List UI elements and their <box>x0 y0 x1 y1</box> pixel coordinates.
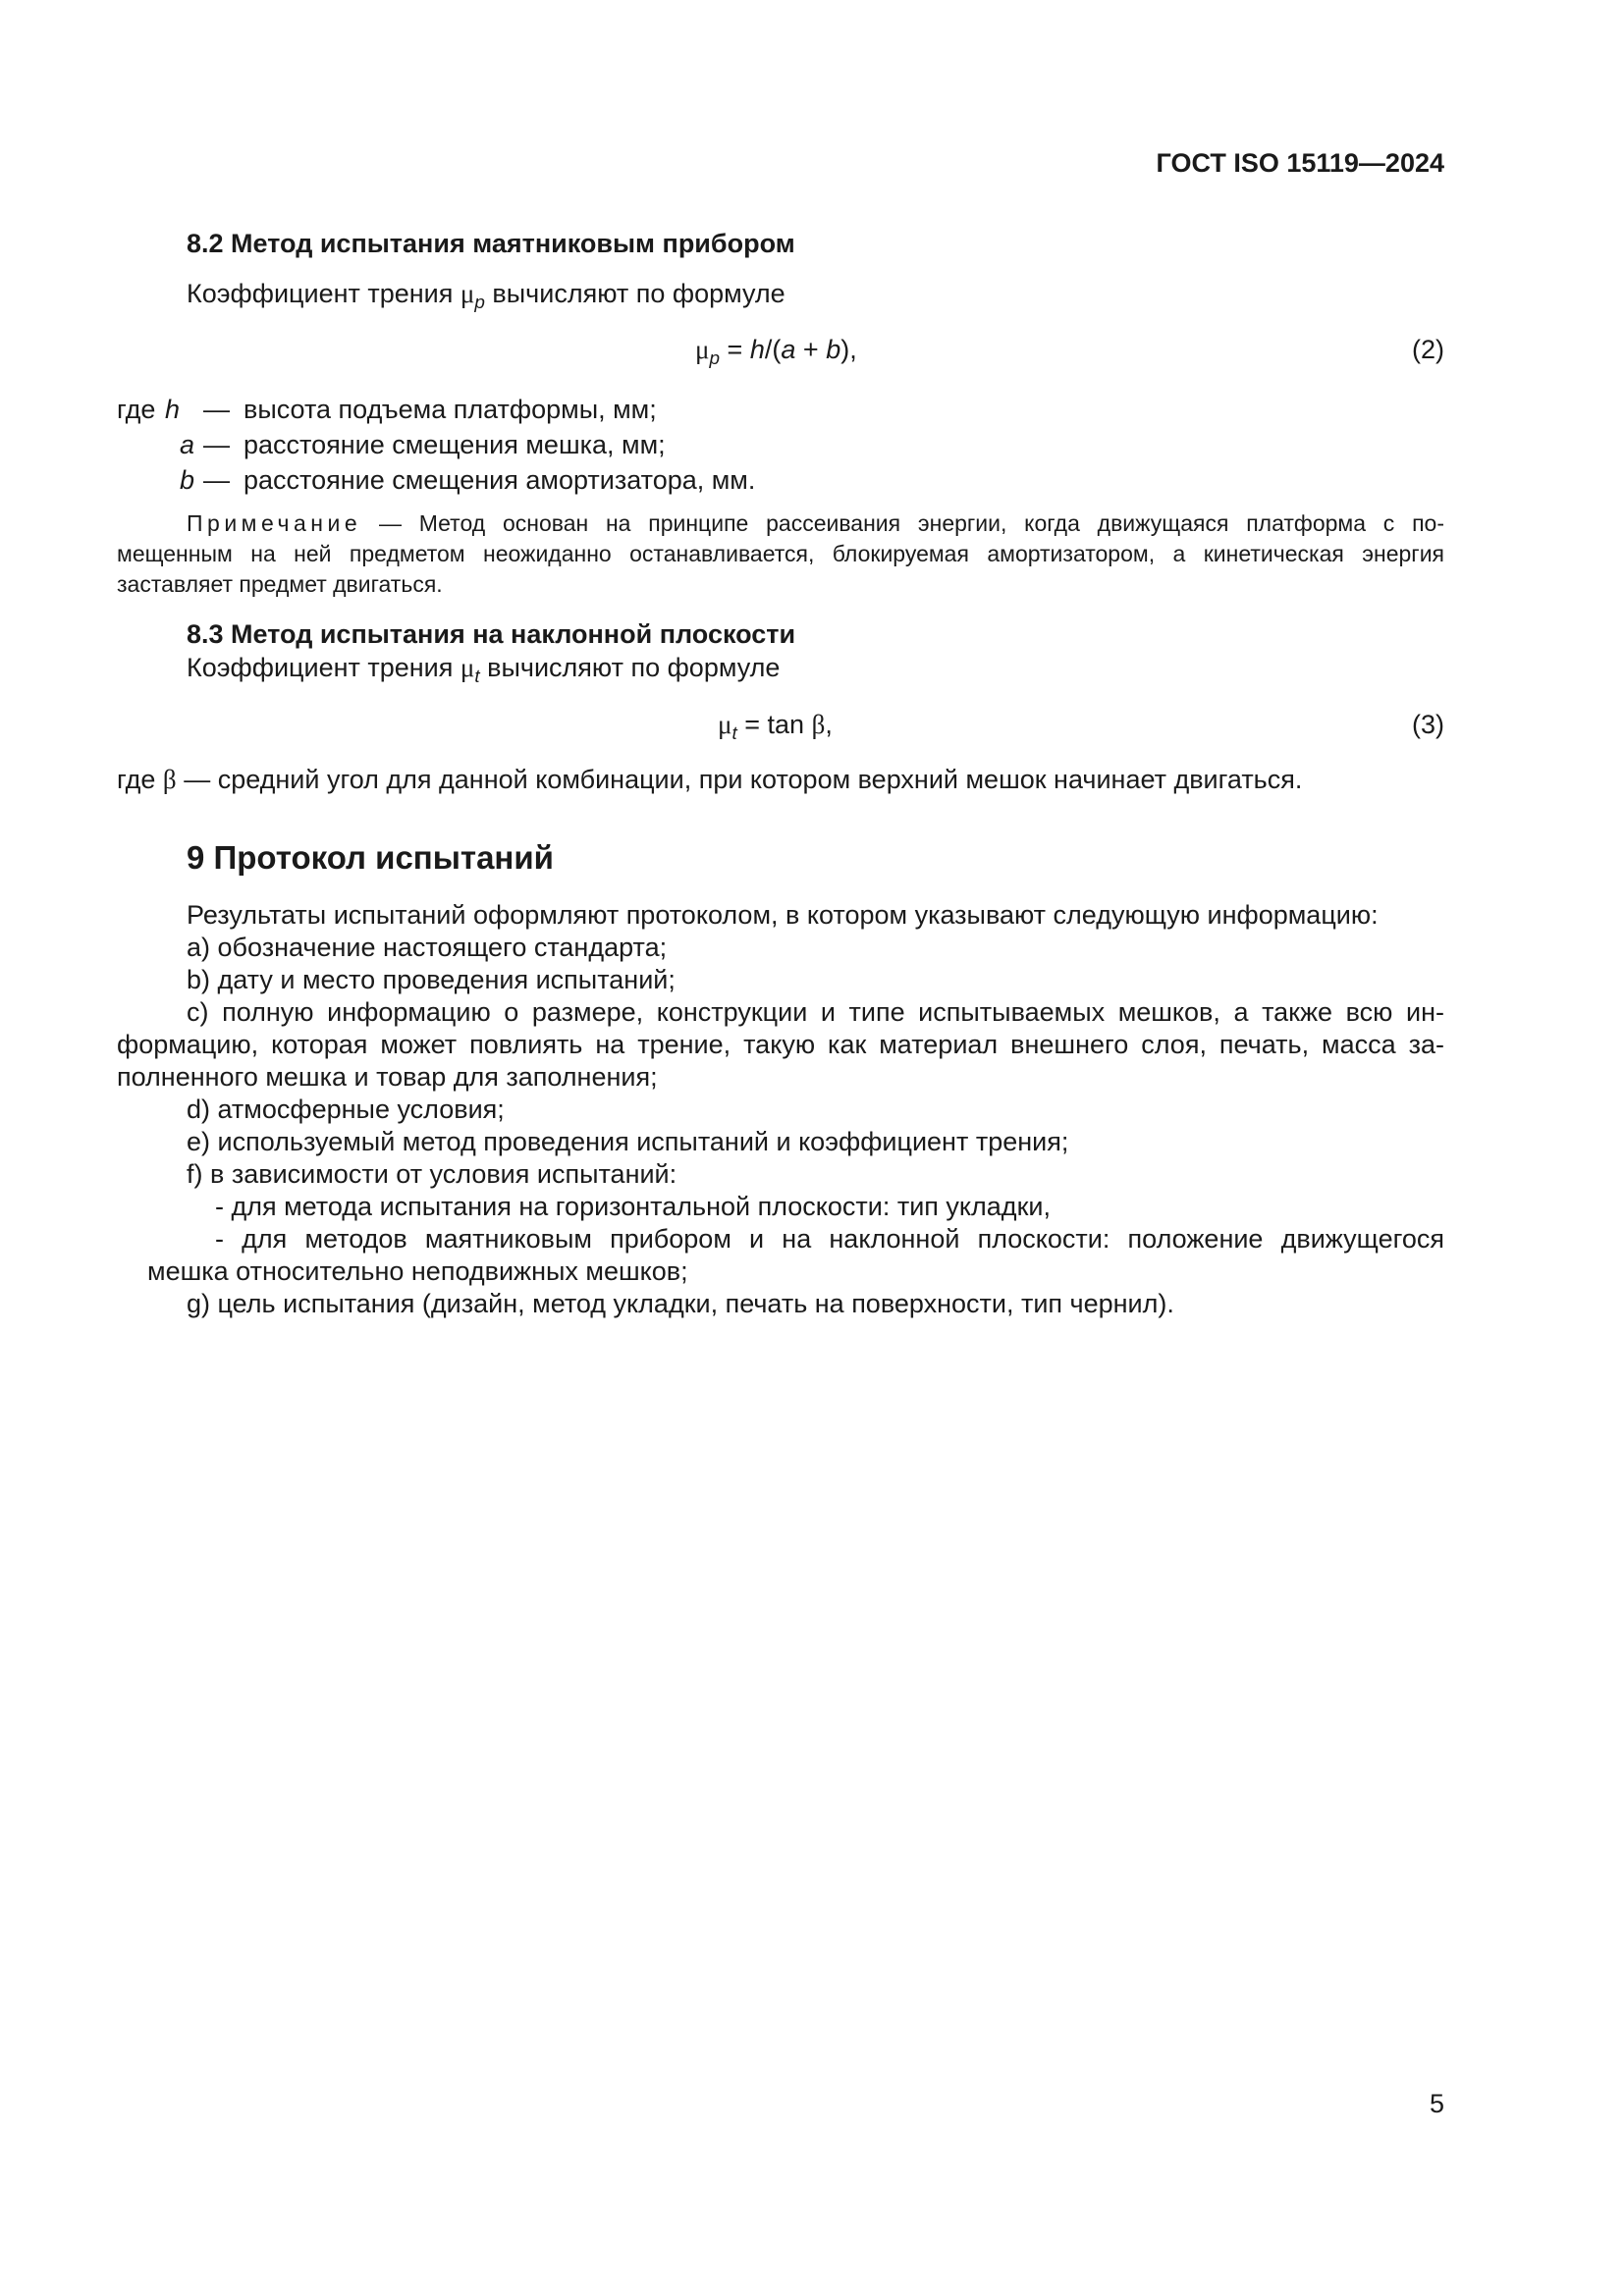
mu-symbol: μ <box>460 653 475 682</box>
note-text: — Метод основан на принципе рассеивания энергии, когда движущаяся платформа с по- <box>378 510 1444 536</box>
formula-b: b <box>826 335 841 364</box>
def-text: высота подъема платформы, мм; <box>244 395 657 424</box>
page-number: 5 <box>1429 2089 1444 2118</box>
formula-mu: μ <box>718 710 732 739</box>
intro-text: Коэффициент трения <box>187 653 454 682</box>
intro-text: Коэффициент трения <box>187 279 454 308</box>
def-text: расстояние смещения амортизатора, мм. <box>244 465 756 495</box>
formula-mu-sub: p <box>709 348 720 369</box>
document-code: ГОСТ ISO 15119—2024 <box>1156 148 1444 178</box>
list-item-c-line-2: формацию, которая может повлиять на трение, такую как материал внешнего слоя, печать, масса за- <box>117 1030 1444 1059</box>
note-label: Примечание <box>187 510 362 536</box>
note-line-2: мещенным на ней предметом неожиданно останавливается, блокируемая амортизатором, а кинетическая энергия <box>117 541 1444 566</box>
section-8-2-intro <box>187 278 785 313</box>
formula-plus: + <box>802 335 819 364</box>
section-9-heading: 9 Протокол испытаний <box>187 839 554 876</box>
intro-tail: вычисляют по формуле <box>492 279 785 308</box>
formula-comma: , <box>825 710 833 739</box>
formula-close: ), <box>840 335 857 364</box>
section-9-intro: Результаты испытаний оформляют протоколом, в котором указывают следующую информацию: <box>187 900 1379 930</box>
def-symbol: b <box>180 465 195 495</box>
beta-symbol: β <box>162 765 177 794</box>
list-item-e: e) используемый метод проведения испытаний и коэффициент трения; <box>187 1127 1069 1156</box>
where-text: — средний угол для данной комбинации, при котором верхний мешок начинает двигаться. <box>184 765 1303 794</box>
section-8-3-intro <box>187 652 781 687</box>
def-dash: — <box>203 465 230 495</box>
formula-a: a <box>781 335 796 364</box>
formula-beta: β <box>811 710 826 739</box>
formula-3-number: (3) <box>1412 710 1444 739</box>
formula-mu: μ <box>695 335 710 364</box>
section-8-3-heading: 8.3 Метод испытания на наклонной плоскости <box>187 619 796 649</box>
def-dash: — <box>203 430 230 459</box>
def-symbol: h <box>165 395 181 424</box>
list-item-f: f) в зависимости от условия испытаний: <box>187 1159 677 1189</box>
list-item-g: g) цель испытания (дизайн, метод укладки, печать на поверхности, тип чернил). <box>187 1289 1174 1318</box>
mu-subscript: p <box>474 293 485 313</box>
formula-h: h <box>749 335 765 364</box>
list-item-f-sub-2-line-1: - для методов маятниковым прибором и на наклонной плоскости: положение движущегося <box>215 1224 1444 1254</box>
note-line-3: заставляет предмет двигаться. <box>117 571 443 597</box>
mu-symbol: μ <box>460 279 475 308</box>
where-label: где <box>117 765 156 794</box>
where-beta-line <box>117 764 1302 796</box>
list-item-c-line-3: полненного мешка и товар для заполнения; <box>117 1062 658 1092</box>
formula-3 <box>718 709 833 744</box>
mu-subscript: t <box>474 667 480 687</box>
formula-open: /( <box>764 335 782 364</box>
list-item-f-sub-2-line-2: мешка относительно неподвижных мешков; <box>147 1256 688 1286</box>
formula-2-number: (2) <box>1412 335 1444 364</box>
list-item-f-sub-1: - для метода испытания на горизонтальной плоскости: тип укладки, <box>215 1192 1051 1221</box>
list-item-a: a) обозначение настоящего стандарта; <box>187 933 668 962</box>
formula-2 <box>695 334 857 369</box>
def-symbol: a <box>180 430 195 459</box>
where-label: где <box>117 395 156 424</box>
def-dash: — <box>203 395 230 424</box>
section-8-2-heading: 8.2 Метод испытания маятниковым прибором <box>187 229 795 258</box>
list-item-b: b) дату и место проведения испытаний; <box>187 965 676 994</box>
formula-eq: = tan <box>744 710 805 739</box>
def-text: расстояние смещения мешка, мм; <box>244 430 666 459</box>
intro-tail: вычисляют по формуле <box>487 653 781 682</box>
note-line-1 <box>187 508 1444 539</box>
formula-mu-sub: t <box>731 723 737 744</box>
list-item-c-line-1: c) полную информацию о размере, конструкции и типе испытываемых мешков, а также всю ин- <box>187 997 1444 1027</box>
formula-eq: = <box>727 335 743 364</box>
list-item-d: d) атмосферные условия; <box>187 1095 505 1124</box>
